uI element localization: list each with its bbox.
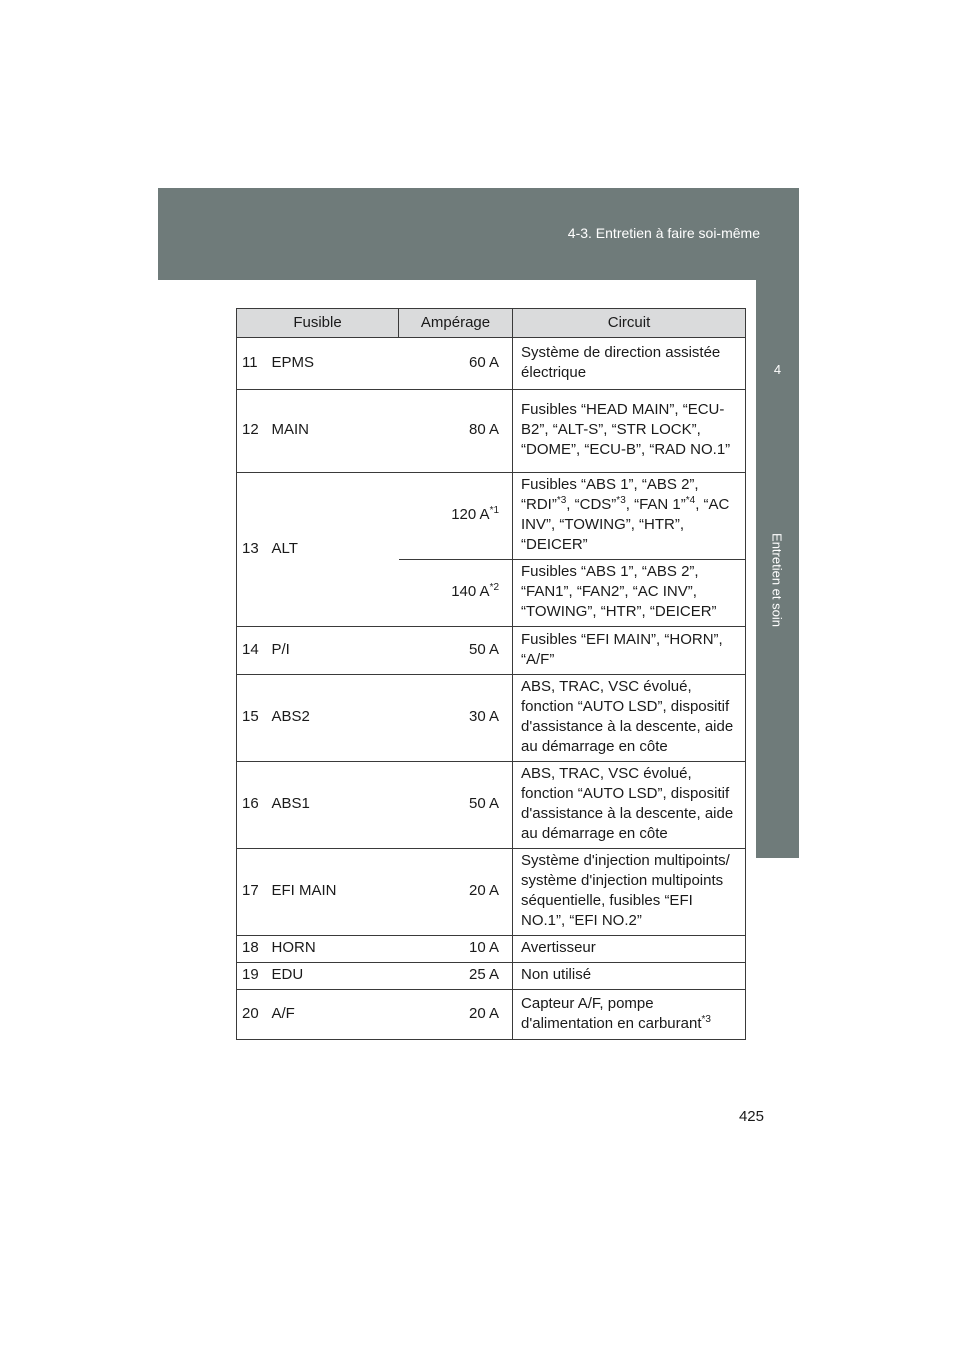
table-header-row <box>237 309 746 338</box>
fuse-number: 12 <box>237 390 269 473</box>
fuse-amperage: 25 A <box>399 963 513 990</box>
section-title: 4-3. Entretien à faire soi-même <box>567 225 760 241</box>
fuse-number: 13 <box>237 473 269 627</box>
fuse-number: 20 <box>237 990 269 1040</box>
header-amperage: Ampérage <box>399 309 513 338</box>
fuse-amperage: 30 A <box>399 675 513 762</box>
table-row <box>237 849 746 936</box>
fuse-number: 14 <box>237 627 269 675</box>
fuse-number: 11 <box>237 338 269 390</box>
fuse-name: ALT <box>269 473 399 627</box>
fuse-name: ABS2 <box>269 675 399 762</box>
fuse-amperage: 20 A <box>399 849 513 936</box>
fuse-number: 17 <box>237 849 269 936</box>
fuse-name: MAIN <box>269 390 399 473</box>
fuse-circuit: Fusibles “EFI MAIN”, “HORN”, “A/F” <box>513 627 746 675</box>
table-row <box>237 675 746 762</box>
header-circuit: Circuit <box>513 309 746 338</box>
footnote-marker: *3 <box>701 1013 711 1025</box>
fuse-number: 19 <box>237 963 269 990</box>
fuse-amperage: 80 A <box>399 390 513 473</box>
table-row <box>237 473 746 560</box>
fuse-circuit: Fusibles “HEAD MAIN”, “ECU-B2”, “ALT-S”, “STR LOCK”, “DOME”, “ECU-B”, “RAD NO.1” <box>513 390 746 473</box>
fuse-name: EDU <box>269 963 399 990</box>
chapter-number: 4 <box>773 362 782 377</box>
fuse-amperage: 60 A <box>399 338 513 390</box>
fuse-number: 15 <box>237 675 269 762</box>
fuse-amperage: 20 A <box>399 990 513 1040</box>
header-fuse: Fusible <box>237 309 399 338</box>
fuse-name: EFI MAIN <box>269 849 399 936</box>
table-row <box>237 338 746 390</box>
footnote-marker: *4 <box>685 495 696 506</box>
fuse-name: HORN <box>269 936 399 963</box>
fuse-amperage: 50 A <box>399 627 513 675</box>
table-row <box>237 390 746 473</box>
fuse-amperage: 50 A <box>399 762 513 849</box>
fuse-amperage: 140 $A^{*2}$ <box>399 560 513 627</box>
fuse-circuit: Fusibles “ABS 1”, “ABS 2”, “FAN1”, “FAN2”, “AC INV”, “TOWING”, “HTR”, “DEICER” <box>513 560 746 627</box>
fuse-circuit: ABS, TRAC, VSC évolué, fonction “AUTO LSD”, dispositif d'assistance à la descente, aide au démarrage en côte <box>513 675 746 762</box>
fuse-name: A/F <box>269 990 399 1040</box>
chapter-side-tab <box>756 280 799 858</box>
fuse-number: 18 <box>237 936 269 963</box>
fuse-amperage: 120 $A^{*1}$ <box>399 473 513 560</box>
fuse-table <box>236 308 746 1040</box>
fuse-number: 16 <box>237 762 269 849</box>
fuse-circuit: Système de direction assistée électrique <box>513 338 746 390</box>
fuse-circuit: Capteur A/F, pompe d'alimentation en carburant$^{*3}$ <box>513 990 746 1040</box>
fuse-circuit: Fusibles “ABS 1”, “ABS 2”, “RDI”$^{*3}$, “CDS”$^{*3}$, “FAN 1”$^{*4}$, “AC INV”, “TOWING”, “HTR”, “DEICER” <box>513 473 746 560</box>
footnote-marker: *3 <box>556 495 567 506</box>
fuse-name: P/I <box>269 627 399 675</box>
table-row <box>237 963 746 990</box>
table-row <box>237 762 746 849</box>
footnote-marker: *2 <box>489 582 500 593</box>
section-header-band <box>158 188 799 280</box>
footnote-marker: *3 <box>616 495 626 506</box>
table-row <box>237 936 746 963</box>
fuse-circuit: Avertisseur <box>513 936 746 963</box>
footnote-marker: *1 <box>489 505 500 516</box>
fuse-circuit: Non utilisé <box>513 963 746 990</box>
fuse-circuit: ABS, TRAC, VSC évolué, fonction “AUTO LSD”, dispositif d'assistance à la descente, aide au démarrage en côte <box>513 762 746 849</box>
fuse-name: ABS1 <box>269 762 399 849</box>
fuse-amperage: 10 A <box>399 936 513 963</box>
table-row <box>237 627 746 675</box>
chapter-label: Entretien et soin <box>769 533 785 627</box>
table-row <box>237 990 746 1040</box>
fuse-name: EPMS <box>269 338 399 390</box>
fuse-circuit: Système d'injection multipoints/ système d'injection multipoints séquentielle, fusibles “EFI NO.1”, “EFI NO.2” <box>513 849 746 936</box>
page-number: 425 <box>738 1108 764 1125</box>
